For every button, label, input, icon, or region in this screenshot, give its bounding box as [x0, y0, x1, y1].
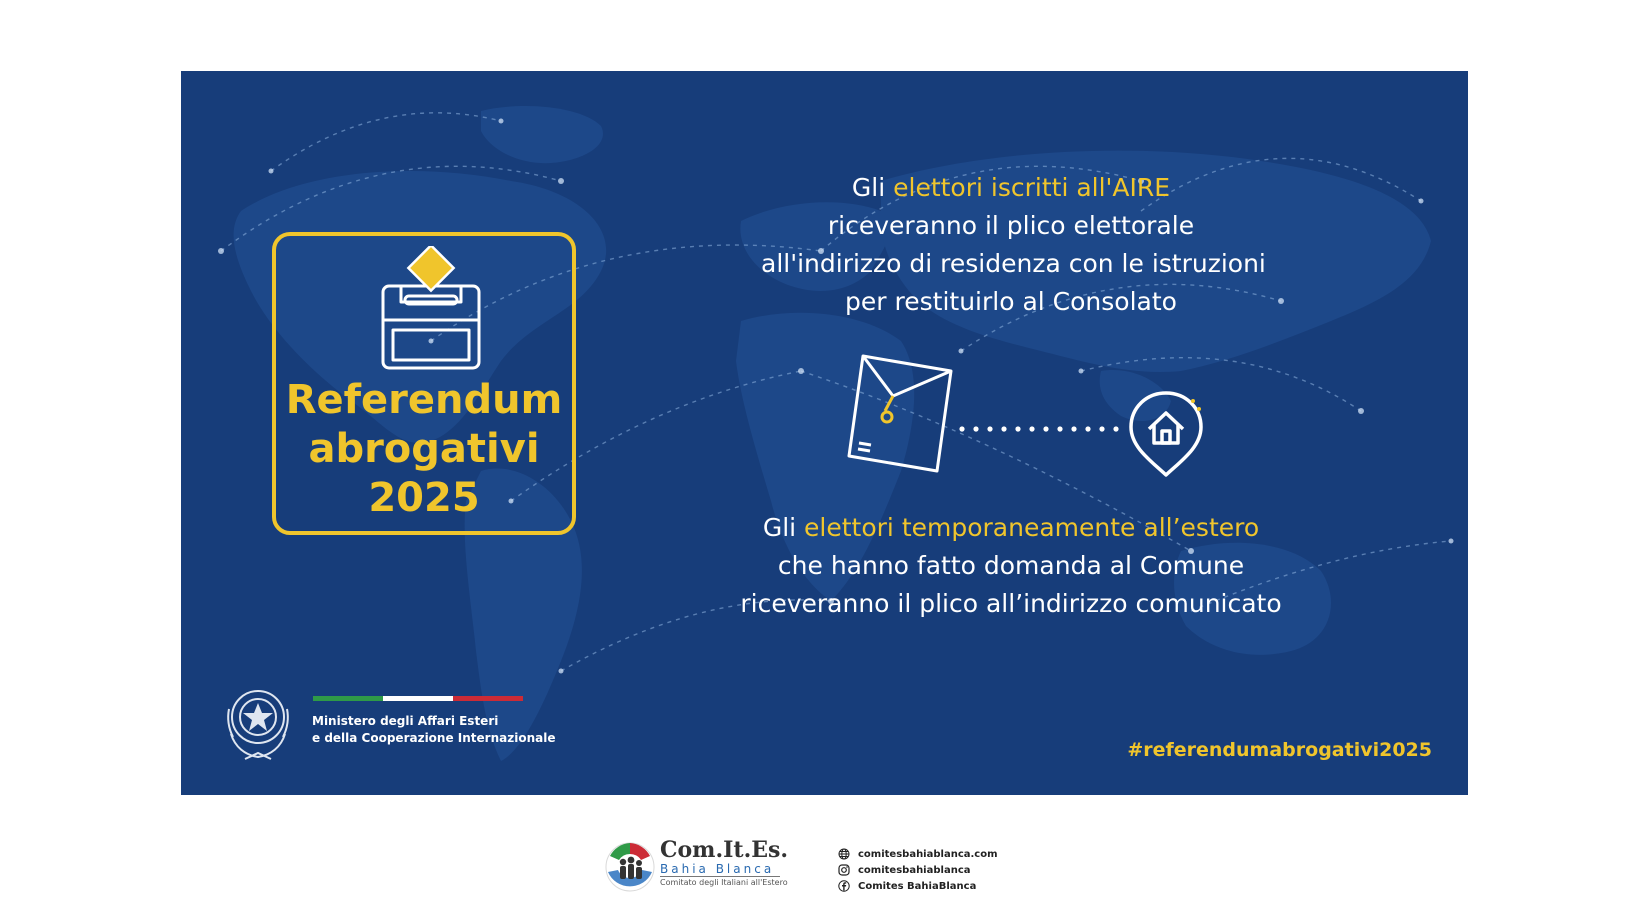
aire-highlight: elettori iscritti all'AIRE [893, 173, 1171, 202]
aire-voters-paragraph [761, 169, 1266, 321]
comites-logo-icon [604, 840, 656, 894]
contact-facebook[interactable] [838, 878, 998, 894]
infographic-card [181, 71, 1468, 795]
contact-instagram[interactable] [838, 862, 998, 878]
temporary-voters-paragraph [711, 509, 1311, 623]
dotted-path [959, 426, 1118, 431]
contact-website[interactable] [838, 846, 998, 862]
badge-title-line-3: 2025 [368, 475, 480, 521]
ballot-box-icon [371, 246, 491, 376]
contact-list [838, 846, 998, 894]
ministry-block [221, 679, 561, 769]
badge-title-line-1: Referendum [285, 377, 563, 423]
referendum-badge [272, 232, 576, 535]
temporary-prefix: Gli [762, 513, 805, 542]
brand-city: Bahia Blanca [660, 862, 775, 876]
hashtag: #referendumabrogativi2025 [1127, 739, 1432, 761]
facebook-icon [838, 880, 850, 892]
home-location-icon [1131, 393, 1201, 475]
instagram-text[interactable]: comitesbahiablanca [858, 864, 971, 876]
brand-name: Com.It.Es. [660, 837, 789, 863]
aire-line-2: riceveranno il plico elettorale [827, 211, 1195, 240]
web-icon [838, 848, 850, 860]
website-text[interactable]: comitesbahiablanca.com [858, 848, 998, 860]
brand-tagline: Comitato degli Italiani all'Estero [660, 878, 788, 887]
temporary-line-3: riceveranno il plico all’indirizzo comunicato [740, 589, 1282, 618]
envelope-icon [849, 356, 951, 471]
facebook-text[interactable]: Comites BahiaBlanca [858, 880, 977, 892]
badge-title-line-2: abrogativi [308, 426, 540, 472]
footer [604, 838, 1004, 898]
ministry-line-1: Ministero degli Affari Esteri [312, 714, 499, 728]
aire-line-4: per restituirlo al Consolato [845, 287, 1177, 316]
temporary-highlight: elettori temporaneamente all’estero [804, 513, 1260, 542]
ministry-emblem-icon [221, 679, 295, 763]
instagram-icon [838, 864, 850, 876]
envelope-to-home-illustration [841, 351, 1221, 481]
comites-brand [660, 838, 800, 889]
temporary-line-2: che hanno fatto domanda al Comune [777, 551, 1245, 580]
aire-line-3: all'indirizzo di residenza con le istruzioni [761, 249, 1266, 278]
ministry-line-2: e della Cooperazione Internazionale [312, 731, 556, 745]
aire-prefix: Gli [851, 173, 894, 202]
italian-flag-stripe [313, 696, 523, 701]
